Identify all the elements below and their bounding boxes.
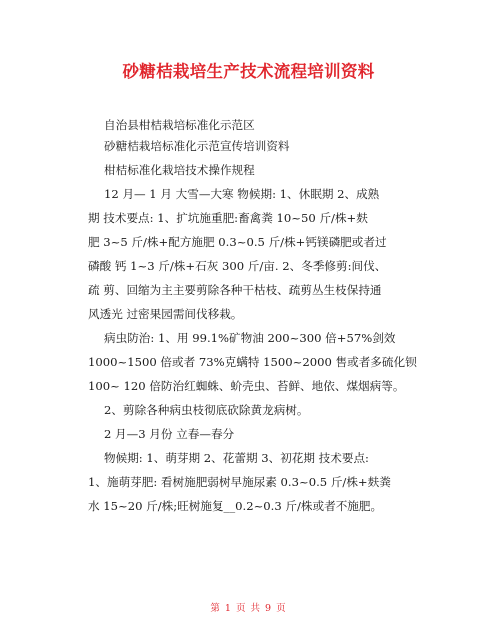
text-line: 100~ 120 倍防治红蜘蛛、蚧壳虫、苔鲜、地依、煤烟病等。 xyxy=(88,379,405,393)
text-line: 磷酸 钙 1~3 斤/株+石灰 300 斤/亩. 2、冬季修剪:间伐、 xyxy=(88,259,387,273)
text-line: 柑桔标准化栽培技术操作规程 xyxy=(104,163,255,177)
text-line: 砂糖桔栽培标准化示范宣传培训资料 xyxy=(104,139,290,153)
text-line: 2 月—3 月份 立春—春分 xyxy=(104,427,235,441)
text-line: 物候期: 1、萌芽期 2、花蕾期 3、初花期 技术要点: xyxy=(104,451,369,465)
page-footer: 第 1 页 共 9 页 xyxy=(210,603,287,614)
text-line: 自治县柑桔栽培标准化示范区 xyxy=(104,118,255,132)
text-line: 期 技术要点: 1、扩坑施重肥:畜禽粪 10~50 斤/株+麸 xyxy=(88,211,368,225)
text-line: 疏 剪、回缩为主主要剪除各种干枯枝、疏剪丛生枝保持通 xyxy=(88,283,382,297)
text-line: 病虫防治: 1、用 99.1%矿物油 200~300 倍+57%剑效 xyxy=(104,331,396,345)
text-line: 1000~1500 倍或者 73%克螨特 1500~2000 售或者多硫化钡 xyxy=(88,355,417,369)
text-line: 水 15~20 斤/株;旺树施复__0.2~0.3 斤/株或者不施肥。 xyxy=(88,499,383,513)
text-line: 风透光 过密果园需间伐移栽。 xyxy=(88,307,243,321)
text-line: 12 月— 1 月 大雪—大寒 物候期: 1、休眠期 2、成熟 xyxy=(104,187,380,201)
text-line: 1、施萌芽肥: 看树施肥弱树早施尿素 0.3~0.5 斤/株+麸粪 xyxy=(88,475,391,489)
text-line: 2、剪除各种病虫枝彻底砍除黄龙病树。 xyxy=(104,403,309,417)
document-title: 砂糖桔栽培生产技术流程培训资料 xyxy=(122,62,375,81)
text-line: 肥 3~5 斤/株+配方施肥 0.3~0.5 斤/株+钙镁磷肥或者过 xyxy=(88,235,387,249)
